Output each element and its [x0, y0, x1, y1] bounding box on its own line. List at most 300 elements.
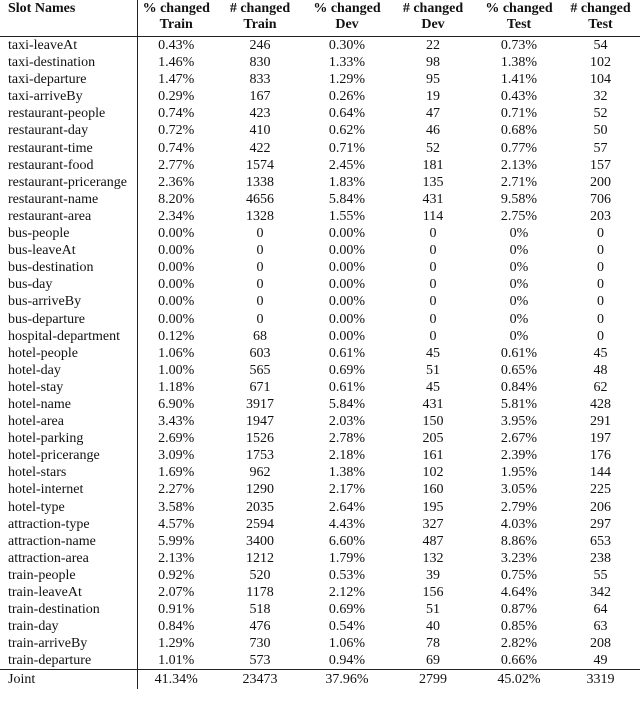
- value-cell: 1212: [246, 550, 274, 566]
- value-cell: 0.00%: [328, 311, 366, 327]
- value-cell: 2.36%: [158, 174, 195, 190]
- value-cell: 1.41%: [500, 72, 538, 88]
- slot-name-cell: train-departure: [0, 652, 137, 670]
- value-cell: 9.58%: [500, 191, 538, 207]
- header-line2: Test: [506, 17, 532, 32]
- table-row: [0, 71, 640, 88]
- table-row: [0, 54, 640, 71]
- value-cell: 1.38%: [328, 465, 366, 481]
- value-cell: 114: [422, 208, 444, 224]
- value-cell: 1.47%: [158, 72, 195, 88]
- table-row: [0, 635, 640, 652]
- slot-name-cell: train-leaveAt: [0, 584, 137, 601]
- value-cell: 52: [593, 106, 608, 122]
- table-row: [0, 140, 640, 157]
- table-row: [0, 293, 640, 310]
- value-cell: 0.00%: [158, 311, 195, 327]
- value-cell: 51: [426, 602, 440, 618]
- value-cell: 2.39%: [500, 448, 538, 464]
- slot-name-cell: taxi-destination: [0, 54, 137, 71]
- value-cell: 423: [249, 106, 271, 122]
- slot-name-cell: bus-arriveBy: [0, 293, 137, 310]
- joint-row: [0, 670, 640, 690]
- value-cell: 1.38%: [500, 55, 538, 71]
- column-header: [305, 0, 389, 37]
- value-cell: 45: [593, 345, 608, 361]
- value-cell: 55: [593, 567, 608, 583]
- value-cell: 0.87%: [500, 602, 538, 618]
- value-cell: 0: [256, 311, 264, 327]
- slot-name-cell: bus-departure: [0, 311, 137, 328]
- value-cell: 5.84%: [328, 396, 366, 412]
- value-cell: 0.74%: [158, 140, 195, 156]
- table-row: [0, 379, 640, 396]
- value-cell: 206: [590, 499, 611, 515]
- slot-name-cell: hotel-type: [0, 499, 137, 516]
- value-cell: 197: [590, 431, 611, 447]
- value-cell: 0.91%: [158, 602, 195, 618]
- value-cell: 1.55%: [328, 208, 366, 224]
- value-cell: 2.27%: [158, 482, 195, 498]
- value-cell: 1.00%: [158, 362, 195, 378]
- value-cell: 0.00%: [328, 243, 366, 259]
- header-line1: # changed: [402, 1, 464, 16]
- table-row: [0, 276, 640, 293]
- slot-name-cell: taxi-departure: [0, 71, 137, 88]
- value-cell: 23473: [242, 672, 278, 688]
- value-cell: 2.75%: [500, 208, 538, 224]
- value-cell: 3.05%: [500, 482, 538, 498]
- value-cell: 1.83%: [328, 174, 366, 190]
- header-line1: % changed: [142, 1, 210, 16]
- value-cell: 3.58%: [158, 499, 195, 515]
- value-cell: 431: [422, 396, 444, 412]
- value-cell: 1.06%: [158, 345, 195, 361]
- value-cell: 2.18%: [328, 448, 366, 464]
- value-cell: 1.06%: [328, 636, 366, 652]
- slot-name-cell: train-people: [0, 567, 137, 584]
- slot-name-cell: bus-people: [0, 225, 137, 242]
- value-cell: 0: [597, 277, 604, 293]
- table-row: [0, 430, 640, 447]
- slot-name-cell: restaurant-people: [0, 105, 137, 122]
- value-cell: 0.00%: [328, 277, 366, 293]
- value-cell: 0.62%: [328, 123, 366, 139]
- header-slot-names: [0, 0, 137, 37]
- table-row: [0, 567, 640, 584]
- value-cell: 1.33%: [328, 55, 366, 71]
- value-cell: 51: [426, 362, 440, 378]
- value-cell: 246: [249, 38, 271, 53]
- value-cell: 410: [249, 123, 271, 139]
- slot-name-cell: train-destination: [0, 601, 137, 618]
- value-cell: 0: [256, 277, 264, 293]
- value-cell: 181: [422, 157, 444, 173]
- value-cell: 46: [426, 123, 440, 139]
- value-cell: 102: [422, 465, 444, 481]
- value-cell: 1.46%: [158, 55, 195, 71]
- value-cell: 208: [590, 636, 611, 652]
- value-cell: 671: [249, 379, 271, 395]
- value-cell: 0.00%: [328, 328, 366, 344]
- value-cell: 0.64%: [328, 106, 366, 122]
- value-cell: 0.30%: [328, 38, 366, 53]
- value-cell: 573: [249, 653, 271, 669]
- value-cell: 3.23%: [500, 550, 538, 566]
- column-header: [477, 0, 561, 37]
- table-row: [0, 652, 640, 670]
- value-cell: 0.61%: [328, 379, 366, 395]
- value-cell: 603: [249, 345, 271, 361]
- value-cell: 2.45%: [328, 157, 366, 173]
- value-cell: 0.00%: [158, 260, 195, 276]
- value-cell: 0.84%: [158, 619, 195, 635]
- value-cell: 0: [597, 226, 604, 242]
- value-cell: 0.54%: [328, 619, 366, 635]
- slot-name-cell: restaurant-name: [0, 191, 137, 208]
- column-header: [137, 0, 215, 37]
- value-cell: 0.71%: [500, 106, 538, 122]
- value-cell: 0.00%: [158, 243, 195, 259]
- table-row: [0, 533, 640, 550]
- column-header: [389, 0, 477, 37]
- value-cell: 6.60%: [328, 533, 366, 549]
- value-cell: 2594: [246, 516, 274, 532]
- value-cell: 487: [422, 533, 444, 549]
- value-cell: 730: [249, 636, 271, 652]
- value-cell: 327: [422, 516, 444, 532]
- value-cell: 0.74%: [158, 106, 195, 122]
- value-cell: 0.92%: [158, 567, 195, 583]
- value-cell: 8.20%: [158, 191, 195, 207]
- column-header: [561, 0, 640, 37]
- value-cell: 0.65%: [500, 362, 538, 378]
- slot-name-cell: bus-leaveAt: [0, 242, 137, 259]
- value-cell: 64: [593, 602, 608, 618]
- value-cell: 63: [593, 619, 608, 635]
- value-cell: 4.57%: [158, 516, 195, 532]
- value-cell: 830: [249, 55, 271, 71]
- value-cell: 132: [422, 550, 444, 566]
- value-cell: 0.00%: [328, 226, 366, 242]
- table-row: [0, 601, 640, 618]
- slot-name-cell: hotel-area: [0, 413, 137, 430]
- table-row: [0, 122, 640, 139]
- slot-name-cell: restaurant-day: [0, 122, 137, 139]
- table-row: [0, 584, 640, 601]
- value-cell: 19: [426, 89, 440, 105]
- value-cell: 225: [590, 482, 611, 498]
- value-cell: 4.43%: [328, 516, 366, 532]
- value-cell: 0.69%: [328, 602, 366, 618]
- value-cell: 565: [249, 362, 271, 378]
- value-cell: 1338: [246, 174, 274, 190]
- table-row: [0, 328, 640, 345]
- value-cell: 1178: [246, 585, 274, 600]
- header-line1: % changed: [485, 1, 553, 16]
- slot-name-cell: hotel-internet: [0, 481, 137, 498]
- value-cell: 54: [593, 38, 608, 53]
- value-cell: 50: [593, 123, 608, 139]
- header-line2: Train: [243, 17, 277, 32]
- header-line2: Dev: [335, 17, 359, 32]
- value-cell: 195: [422, 499, 444, 515]
- slot-name-cell: attraction-name: [0, 533, 137, 550]
- header-line1: % changed: [313, 1, 381, 16]
- value-cell: 102: [590, 55, 611, 71]
- value-cell: 2.64%: [328, 499, 366, 515]
- value-cell: 3.95%: [500, 414, 538, 430]
- value-cell: 0.26%: [328, 89, 366, 105]
- value-cell: 1947: [246, 414, 274, 430]
- value-cell: 41.34%: [154, 672, 198, 688]
- value-cell: 0.43%: [500, 89, 538, 105]
- value-cell: 0.00%: [158, 226, 195, 242]
- value-cell: 0.85%: [500, 619, 538, 635]
- value-cell: 5.99%: [158, 533, 195, 549]
- slot-name-cell: train-arriveBy: [0, 635, 137, 652]
- value-cell: 135: [422, 174, 444, 190]
- slot-name-cell: hotel-stars: [0, 464, 137, 481]
- value-cell: 167: [249, 89, 271, 105]
- slot-name-cell: restaurant-area: [0, 208, 137, 225]
- value-cell: 0.53%: [328, 567, 366, 583]
- value-cell: 0.69%: [328, 362, 366, 378]
- value-cell: 45.02%: [497, 672, 541, 688]
- value-cell: 2035: [246, 499, 274, 515]
- value-cell: 6.90%: [158, 396, 195, 412]
- value-cell: 68: [253, 328, 267, 344]
- value-cell: 0: [429, 260, 437, 276]
- value-cell: 78: [426, 636, 440, 652]
- slot-name-cell: attraction-area: [0, 550, 137, 567]
- slot-name-cell: attraction-type: [0, 516, 137, 533]
- value-cell: 0.12%: [158, 328, 195, 344]
- value-cell: 2.13%: [500, 157, 538, 173]
- value-cell: 3319: [586, 672, 615, 688]
- value-cell: 95: [426, 72, 440, 88]
- value-cell: 0%: [509, 243, 529, 259]
- value-cell: 706: [590, 191, 611, 207]
- value-cell: 0: [429, 311, 437, 327]
- value-cell: 0: [597, 294, 604, 310]
- value-cell: 0%: [509, 328, 529, 344]
- value-cell: 0.73%: [500, 38, 538, 53]
- value-cell: 0: [429, 226, 437, 242]
- value-cell: 47: [426, 106, 440, 122]
- value-cell: 431: [422, 191, 444, 207]
- value-cell: 3917: [246, 396, 274, 412]
- header-line2: Test: [588, 17, 613, 32]
- value-cell: 1753: [246, 448, 274, 464]
- table-row: [0, 225, 640, 242]
- value-cell: 8.86%: [500, 533, 538, 549]
- value-cell: 69: [426, 653, 440, 669]
- slot-name-cell: bus-day: [0, 276, 137, 293]
- table-row: [0, 345, 640, 362]
- value-cell: 104: [590, 72, 611, 88]
- value-cell: 342: [590, 585, 611, 600]
- value-cell: 5.81%: [500, 396, 538, 412]
- value-cell: 40: [426, 619, 440, 635]
- value-cell: 45: [426, 379, 440, 395]
- value-cell: 2.07%: [158, 585, 195, 600]
- value-cell: 0%: [509, 277, 529, 293]
- value-cell: 0: [429, 277, 437, 293]
- table-row: [0, 157, 640, 174]
- slot-name-cell: hotel-name: [0, 396, 137, 413]
- value-cell: 0: [429, 328, 437, 344]
- value-cell: 428: [590, 396, 611, 412]
- table-row: [0, 311, 640, 328]
- table-row: [0, 464, 640, 481]
- value-cell: 0: [429, 294, 437, 310]
- value-cell: 0: [256, 243, 264, 259]
- value-cell: 962: [249, 465, 271, 481]
- table-header: [0, 0, 640, 37]
- slot-name-cell: taxi-arriveBy: [0, 88, 137, 105]
- value-cell: 2.34%: [158, 208, 195, 224]
- table-row: [0, 413, 640, 430]
- table-row: [0, 174, 640, 191]
- value-cell: 238: [590, 550, 611, 566]
- value-cell: 0.00%: [328, 294, 366, 310]
- value-cell: 0%: [509, 260, 529, 276]
- value-cell: 1.79%: [328, 550, 366, 566]
- value-cell: 161: [422, 448, 444, 464]
- slot-name-cell: hotel-stay: [0, 379, 137, 396]
- value-cell: 476: [249, 619, 271, 635]
- value-cell: 2.82%: [500, 636, 538, 652]
- table-row: [0, 516, 640, 533]
- value-cell: 3.43%: [158, 414, 195, 430]
- table-row: [0, 105, 640, 122]
- slot-name-cell: restaurant-time: [0, 140, 137, 157]
- value-cell: 200: [590, 174, 611, 190]
- value-cell: 0: [256, 226, 264, 242]
- value-cell: 2.67%: [500, 431, 538, 447]
- value-cell: 1526: [246, 431, 274, 447]
- value-cell: 0: [597, 243, 604, 259]
- value-cell: 57: [593, 140, 608, 156]
- slot-name-cell: Joint: [0, 670, 137, 690]
- value-cell: 144: [590, 465, 611, 481]
- table-row: [0, 396, 640, 413]
- table-row: [0, 191, 640, 208]
- slot-name-cell: bus-destination: [0, 259, 137, 276]
- value-cell: 2.71%: [500, 174, 538, 190]
- value-cell: 0.68%: [500, 123, 538, 139]
- value-cell: 3400: [246, 533, 274, 549]
- value-cell: 422: [249, 140, 271, 156]
- slot-name-cell: hospital-department: [0, 328, 137, 345]
- table-row: [0, 362, 640, 379]
- value-cell: 291: [590, 414, 611, 430]
- value-cell: 518: [249, 602, 271, 618]
- value-cell: 39: [426, 567, 440, 583]
- slot-name-cell: taxi-leaveAt: [0, 37, 137, 55]
- column-header: [215, 0, 305, 37]
- value-cell: 0.00%: [158, 277, 195, 293]
- header-line2: Dev: [421, 17, 445, 32]
- slot-name-cell: hotel-day: [0, 362, 137, 379]
- value-cell: 2.12%: [328, 585, 366, 600]
- value-cell: 157: [590, 157, 611, 173]
- value-cell: 2.69%: [158, 431, 195, 447]
- value-cell: 2.79%: [500, 499, 538, 515]
- value-cell: 52: [426, 140, 440, 156]
- value-cell: 0.72%: [158, 123, 195, 139]
- slot-name-cell: restaurant-pricerange: [0, 174, 137, 191]
- value-cell: 0.94%: [328, 653, 366, 669]
- value-cell: 150: [422, 414, 444, 430]
- value-cell: 1.29%: [328, 72, 366, 88]
- value-cell: 2.13%: [158, 550, 195, 566]
- value-cell: 1.18%: [158, 379, 195, 395]
- value-cell: 3.09%: [158, 448, 195, 464]
- value-cell: 45: [426, 345, 440, 361]
- value-cell: 297: [590, 516, 611, 532]
- table-body: [0, 37, 640, 690]
- value-cell: 0: [429, 243, 437, 259]
- value-cell: 1328: [246, 208, 274, 224]
- value-cell: 0.66%: [500, 653, 538, 669]
- value-cell: 0%: [509, 311, 529, 327]
- slot-name-cell: restaurant-food: [0, 157, 137, 174]
- value-cell: 2799: [419, 672, 447, 688]
- value-cell: 1.69%: [158, 465, 195, 481]
- value-cell: 0.84%: [500, 379, 538, 395]
- value-cell: 176: [590, 448, 611, 464]
- value-cell: 0%: [509, 226, 529, 242]
- value-cell: 0.43%: [158, 38, 195, 53]
- value-cell: 205: [422, 431, 444, 447]
- value-cell: 48: [593, 362, 608, 378]
- value-cell: 0.61%: [500, 345, 538, 361]
- table-row: [0, 481, 640, 498]
- value-cell: 1.29%: [158, 636, 195, 652]
- value-cell: 1.95%: [500, 465, 538, 481]
- value-cell: 0.61%: [328, 345, 366, 361]
- table-row: [0, 259, 640, 276]
- table-row: [0, 37, 640, 55]
- table-row: [0, 499, 640, 516]
- table-row: [0, 88, 640, 105]
- value-cell: 156: [422, 585, 444, 600]
- value-cell: 5.84%: [328, 191, 366, 207]
- value-cell: 1290: [246, 482, 274, 498]
- value-cell: 4.64%: [500, 585, 538, 600]
- value-cell: 2.03%: [328, 414, 366, 430]
- value-cell: 98: [426, 55, 440, 71]
- value-cell: 0%: [509, 294, 529, 310]
- value-cell: 2.17%: [328, 482, 366, 498]
- value-cell: 203: [590, 208, 611, 224]
- header-line1: # changed: [570, 1, 631, 16]
- table-row: [0, 618, 640, 635]
- value-cell: 833: [249, 72, 271, 88]
- table-row: [0, 447, 640, 464]
- value-cell: 0.00%: [328, 260, 366, 276]
- value-cell: 4.03%: [500, 516, 538, 532]
- value-cell: 37.96%: [325, 672, 369, 688]
- value-cell: 2.78%: [328, 431, 366, 447]
- value-cell: 0.77%: [500, 140, 538, 156]
- header-line1: # changed: [229, 1, 291, 16]
- table-row: [0, 208, 640, 225]
- value-cell: 0.71%: [328, 140, 366, 156]
- value-cell: 1.01%: [158, 653, 195, 669]
